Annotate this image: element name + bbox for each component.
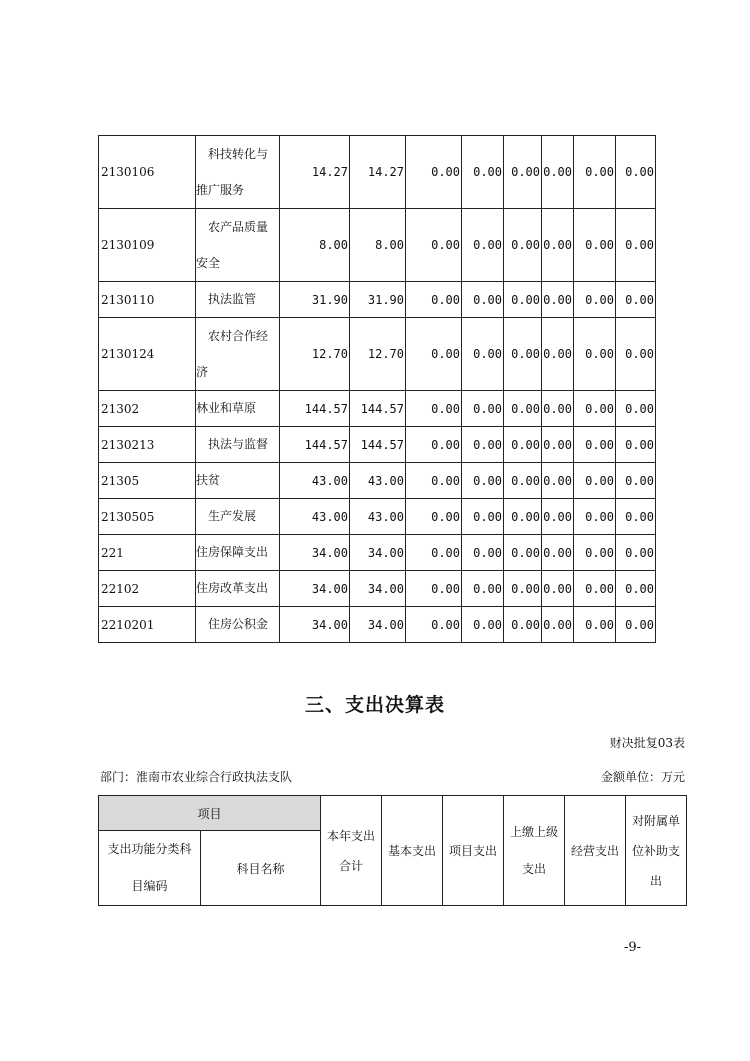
header-project-exp: 项目支出	[443, 796, 504, 906]
row-value: 0.00	[504, 571, 542, 607]
row-value: 12.70	[350, 318, 406, 391]
row-code: 2130213	[99, 427, 196, 463]
row-value: 0.00	[406, 318, 462, 391]
row-value: 0.00	[504, 427, 542, 463]
header-upper: 上缴上级 支出	[504, 796, 565, 906]
table-row	[99, 499, 656, 535]
row-value: 0.00	[542, 318, 574, 391]
row-value: 0.00	[406, 136, 462, 209]
row-code: 2130505	[99, 499, 196, 535]
row-value: 43.00	[350, 463, 406, 499]
row-value: 12.70	[280, 318, 350, 391]
row-value: 0.00	[616, 209, 656, 282]
row-value: 0.00	[574, 427, 616, 463]
row-value: 0.00	[616, 136, 656, 209]
row-value: 0.00	[504, 391, 542, 427]
form-number: 财决批复03表	[609, 736, 685, 750]
row-value: 0.00	[504, 463, 542, 499]
row-code: 21305	[99, 463, 196, 499]
row-value: 34.00	[350, 607, 406, 643]
row-value: 0.00	[616, 499, 656, 535]
row-value: 8.00	[350, 209, 406, 282]
row-code: 221	[99, 535, 196, 571]
row-value: 0.00	[616, 391, 656, 427]
row-value: 0.00	[406, 571, 462, 607]
row-value: 31.90	[350, 282, 406, 318]
row-value: 0.00	[406, 463, 462, 499]
row-value: 0.00	[574, 282, 616, 318]
row-value: 0.00	[462, 427, 504, 463]
header-name: 科目名称	[201, 831, 321, 906]
row-value: 0.00	[616, 607, 656, 643]
row-value: 0.00	[542, 535, 574, 571]
page-number: -9-	[624, 940, 642, 955]
table-row	[99, 209, 656, 282]
row-code: 2130106	[99, 136, 196, 209]
row-value: 0.00	[504, 535, 542, 571]
row-value: 0.00	[542, 209, 574, 282]
row-value: 0.00	[542, 607, 574, 643]
row-value: 34.00	[350, 571, 406, 607]
table-row	[99, 318, 656, 391]
header-project: 项目	[99, 796, 321, 831]
row-value: 0.00	[406, 282, 462, 318]
row-value: 34.00	[280, 607, 350, 643]
header-code: 支出功能分类科 目编码	[99, 831, 201, 906]
table-row	[99, 427, 656, 463]
row-value: 0.00	[542, 463, 574, 499]
row-value: 0.00	[542, 499, 574, 535]
row-value: 0.00	[574, 136, 616, 209]
row-value: 0.00	[462, 282, 504, 318]
row-value: 0.00	[462, 607, 504, 643]
row-value: 144.57	[280, 427, 350, 463]
row-value: 0.00	[504, 209, 542, 282]
row-value: 0.00	[542, 571, 574, 607]
amount-unit-label: 金额单位：万元	[600, 770, 685, 784]
row-value: 0.00	[462, 535, 504, 571]
row-value: 144.57	[350, 427, 406, 463]
row-value: 0.00	[616, 318, 656, 391]
row-code: 2210201	[99, 607, 196, 643]
row-name: 住房公积金	[196, 607, 280, 643]
row-value: 0.00	[574, 209, 616, 282]
row-code: 2130110	[99, 282, 196, 318]
row-value: 31.90	[280, 282, 350, 318]
row-name: 林业和草原	[196, 391, 280, 427]
row-value: 43.00	[350, 499, 406, 535]
department-label: 部门：淮南市农业综合行政执法支队	[100, 770, 293, 784]
header-operating: 经营支出	[565, 796, 626, 906]
row-code: 2130109	[99, 209, 196, 282]
row-name: 生产发展	[196, 499, 280, 535]
row-value: 0.00	[504, 282, 542, 318]
row-value: 144.57	[350, 391, 406, 427]
row-value: 34.00	[350, 535, 406, 571]
row-value: 0.00	[616, 463, 656, 499]
row-value: 0.00	[406, 499, 462, 535]
row-value: 34.00	[280, 571, 350, 607]
row-value: 0.00	[406, 209, 462, 282]
row-name: 执法监管	[196, 282, 280, 318]
row-value: 43.00	[280, 463, 350, 499]
section-title: 三、支出决算表	[304, 694, 445, 716]
header-basic: 基本支出	[382, 796, 443, 906]
row-value: 0.00	[542, 427, 574, 463]
row-value: 0.00	[462, 463, 504, 499]
row-value: 0.00	[504, 136, 542, 209]
table-row	[99, 282, 656, 318]
table-row	[99, 391, 656, 427]
row-value: 0.00	[616, 535, 656, 571]
table-row	[99, 136, 656, 209]
expenditure-detail-table	[98, 135, 656, 643]
row-value: 0.00	[542, 282, 574, 318]
row-value: 0.00	[504, 607, 542, 643]
row-value: 8.00	[280, 209, 350, 282]
row-name: 执法与监督	[196, 427, 280, 463]
row-value: 0.00	[462, 209, 504, 282]
row-value: 0.00	[574, 463, 616, 499]
row-value: 0.00	[574, 607, 616, 643]
row-code: 22102	[99, 571, 196, 607]
row-value: 0.00	[462, 318, 504, 391]
row-value: 0.00	[616, 571, 656, 607]
row-code: 21302	[99, 391, 196, 427]
row-value: 0.00	[406, 535, 462, 571]
row-value: 0.00	[574, 318, 616, 391]
row-name: 农村合作经 济	[196, 318, 280, 391]
row-value: 0.00	[542, 391, 574, 427]
row-value: 14.27	[350, 136, 406, 209]
row-name: 住房保障支出	[196, 535, 280, 571]
row-name: 住房改革支出	[196, 571, 280, 607]
table-row	[99, 607, 656, 643]
row-value: 34.00	[280, 535, 350, 571]
row-value: 0.00	[504, 318, 542, 391]
row-value: 0.00	[462, 391, 504, 427]
row-name: 科技转化与 推广服务	[196, 136, 280, 209]
row-value: 0.00	[574, 535, 616, 571]
row-value: 43.00	[280, 499, 350, 535]
row-value: 0.00	[462, 499, 504, 535]
table-row	[99, 571, 656, 607]
table-row	[99, 535, 656, 571]
row-value: 0.00	[462, 136, 504, 209]
row-value: 0.00	[504, 499, 542, 535]
row-value: 0.00	[616, 427, 656, 463]
row-value: 0.00	[574, 499, 616, 535]
header-total: 本年支出 合计	[321, 796, 382, 906]
row-name: 扶贫	[196, 463, 280, 499]
row-value: 0.00	[616, 282, 656, 318]
row-value: 0.00	[406, 391, 462, 427]
table-row	[99, 463, 656, 499]
row-value: 0.00	[406, 607, 462, 643]
row-value: 144.57	[280, 391, 350, 427]
row-value: 0.00	[574, 391, 616, 427]
row-value: 0.00	[406, 427, 462, 463]
row-value: 0.00	[462, 571, 504, 607]
header-subsidy: 对附属单 位补助支 出	[626, 796, 687, 906]
row-code: 2130124	[99, 318, 196, 391]
row-value: 0.00	[574, 571, 616, 607]
row-name: 农产品质量 安全	[196, 209, 280, 282]
row-value: 0.00	[542, 136, 574, 209]
row-value: 14.27	[280, 136, 350, 209]
expenditure-header-table	[98, 795, 687, 906]
